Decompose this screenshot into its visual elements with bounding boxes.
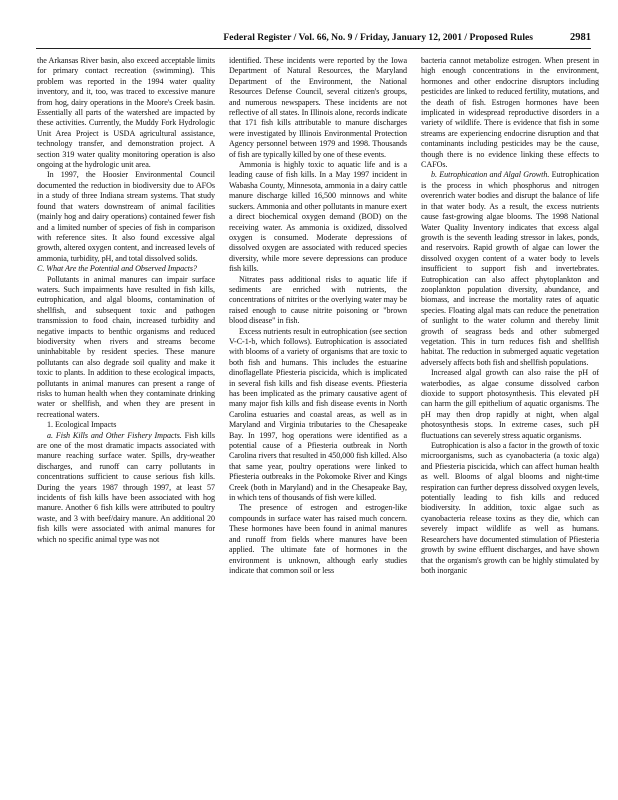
section-heading: C. What Are the Potential and Observed Impacts? xyxy=(37,264,197,274)
paragraph: Nitrates pass additional risks to aquatic life if sediments are enriched with nutrients, the concentrations of nitrites or the overlying water may be raised enough to cause nitrite poisoning or "brown blood disease" in fish. xyxy=(229,274,407,326)
run-in-heading: a. Fish Kills and Other Fishery Impacts. xyxy=(47,430,182,440)
paragraph: identified. These incidents were reported by the Iowa Department of Natural Resources, the Maryland Department of the Environment, the National Resources Defense Council, several citizen's groups, and numerous newspapers. These incidents are not reflective of all states. In Illinois alone, records indicate that 171 fish kills attributable to manure discharges were investigated by Illinois Environmental Protection Agency personnel between 1979 and 1998. Thousands of fish are typically killed by one of these events. xyxy=(229,56,407,159)
paragraph: The presence of estrogen and estrogen-like compounds in surface water has raised much concern. These hormones have been found in animal manures and runoff from fields where manures have been applied. The ultimate fate of hormones in the environment is unknown, although early studies indicate that common soil or less xyxy=(229,503,407,575)
paragraph-text: Eutrophication is the process in which phosphorus and nitrogen overenrich water bodies and disrupt the balance of life in that water body. As a result, the excess nutrients cause fast-growing algae blooms. The 1998 National Water Quality Inventory indicates that excess algal growth is the seventh leading stressor in lakes, ponds, and reservoirs. Rapid growth of algae can lower the dissolved oxygen content of a water body to levels insufficient to support fish and invertebrates. Eutrophication can also affect phytoplankton and zooplankton population diversity, abundance, and biomass, and increase the mortality rates of aquatic species. Floating algal mats can reduce the penetration of sunlight to the water column and thereby limit growth of seagrass beds and other submerged vegetation. This in turn reduces fish and shellfish habitat. The reduction in submerged aquatic vegetation adversely affects both fish and shellfish populations. xyxy=(421,170,599,367)
paragraph: Pollutants in animal manures can impair surface waters. Such impairments have resulted in fish kills, eutrophication, and algal blooms, contamination of shellfish, and subsequent toxic and pathogen transmission to food chain, increased turbidity and negative impacts to benthic organisms and reduced biodiversity when rivers and streams become uninhabitable by resident species. These manure pollutants can also degrade soil quality and make it toxic to plants. In addition to these ecological impacts, pollutants in animal manures can present a range of risks to human health when they contaminate drinking water or shellfish, and when they are present in recreational waters. xyxy=(37,274,215,419)
column-1 xyxy=(37,56,215,784)
paragraph: Increased algal growth can also raise the pH of waterbodies, as algae consume dissolved carbon dioxide to support photosynthesis. This elevated pH can harm the gill epithelium of aquatic organisms. The pH may then drop rapidly at night, when algal photosynthesis stops. In extreme cases, such pH fluctuations can severely stress aquatic organisms. xyxy=(421,368,599,440)
paragraph xyxy=(421,170,599,368)
paragraph xyxy=(37,431,215,545)
column-3 xyxy=(421,56,599,784)
paragraph: Ammonia is highly toxic to aquatic life and is a leading cause of fish kills. In a May 1997 incident in Wabasha County, Minnesota, ammonia in a dairy cattle manure discharge killed 16,500 minnows and white suckers. Ammonia and other pollutants in manure exert a direct biochemical oxygen demand (BOD) on the receiving water. As ammonia is oxidized, dissolved oxygen is consumed. Moderate depressions of dissolved oxygen are associated with reduced species diversity, while more severe depressions can produce fish kills. xyxy=(229,160,407,274)
column-2 xyxy=(229,56,407,784)
paragraph-text: Fish kills are one of the most dramatic impacts associated with manure reaching surface water. Spills, dry-weather discharges, and runoff can carry pollutants in concentrations sufficient to cause serious fish kills. During the years 1987 through 1997, at least 57 incidents of fish kills have been associated with hog manure. Another 6 fish kills were attributed to poultry waste, and 3 with beef/dairy manure. An additional 20 fish kills were associated with animal manures for which no specific animal type was not xyxy=(37,430,215,544)
paragraph: In 1997, the Hoosier Environmental Council documented the reduction in biodiversity due to AFOs in a study of three Indiana stream systems. That study found that waters downstream of animal facilities (mainly hog and dairy operations) contained fewer fish and a limited number of species of fish in comparison with reference sites. It also found excessive algal growth, altered oxygen content, and increased levels of ammonia, turbidity, pH, and total dissolved solids. xyxy=(37,170,215,263)
subsection-heading: 1. Ecological Impacts xyxy=(47,420,117,430)
paragraph: bacteria cannot metabolize estrogen. When present in high enough concentrations in the environment, hormones and other endocrine disruptors including pesticides are linked to reduced fertility, mutations, and the death of fish. Estrogen hormones have been implicated in widespread reproductive disorders in a variety of wildlife. There is evidence that fish in some streams are experiencing endocrine disruption and that contaminants including pesticides may be the cause, though there is no evidence linking these effects to CAFOs. xyxy=(421,56,599,170)
paragraph: Eutrophication is also a factor in the growth of toxic microorganisms, such as cyanobacteria (a toxic alga) and Pfiesteria piscicida, which can affect human health as well. Blooms of algal blooms and night-time respiration can further depress dissolved oxygen levels, potentially leading to fish kills and reduced biodiversity. In addition, toxic algae such as cyanobacteria release toxins as they die, which can severely impact wildlife as well as humans. Researchers have documented stimulation of Pfiesteria growth by swine effluent discharges, and have shown that the organism's growth can be highly stimulated by both inorganic xyxy=(421,441,599,575)
paragraph: Excess nutrients result in eutrophication (see section V-C-1-b, which follows). Eutrophication is associated with blooms of a variety of organisms that are toxic to both fish and humans. This includes the estuarine dinoflagellate Pfiesteria piscicida, which is implicated in several fish kills and fish disease events. Pfiesteria has been implicated as the primary causative agent of many major fish kills and fish disease events in North Carolina estuaries and coastal areas, as well as in Maryland and Virginia tributaries to the Chesapeake Bay. In 1997, hog operations were identified as a potential cause of a Pfiesteria outbreak in North Carolina rivers that resulted in 450,000 fish killed. Also that same year, poultry operations were linked to Pfiesteria outbreaks in the Pokomoke River and Kings Creek (both in Maryland) and in the Chesapeake Bay, in which tens of thousands of fish were killed. xyxy=(229,326,407,503)
paragraph: the Arkansas River basin, also exceed acceptable limits for primary contact recreation (swimming). This problem was reported in the 1994 water quality inventory, and it, too, was traced to excessive manure from hog, dairy operations in the Moore's Creek basin. Essentially all parts of the watershed are impacted by these activities. Currently, the Muddy Fork Hydrologic Unit Area Project is USDA agricultural assistance, technology transfer, and demonstration project. A section 319 water quality monitoring operation is also ongoing at the hydrologic unit area. xyxy=(37,56,215,170)
run-in-heading: b. Eutrophication and Algal Growth. xyxy=(431,170,550,180)
page-number: 2981 xyxy=(570,32,591,43)
page-header xyxy=(36,32,591,49)
running-title: Federal Register / Vol. 66, No. 9 / Friday, January 12, 2001 / Proposed Rules xyxy=(223,32,533,43)
